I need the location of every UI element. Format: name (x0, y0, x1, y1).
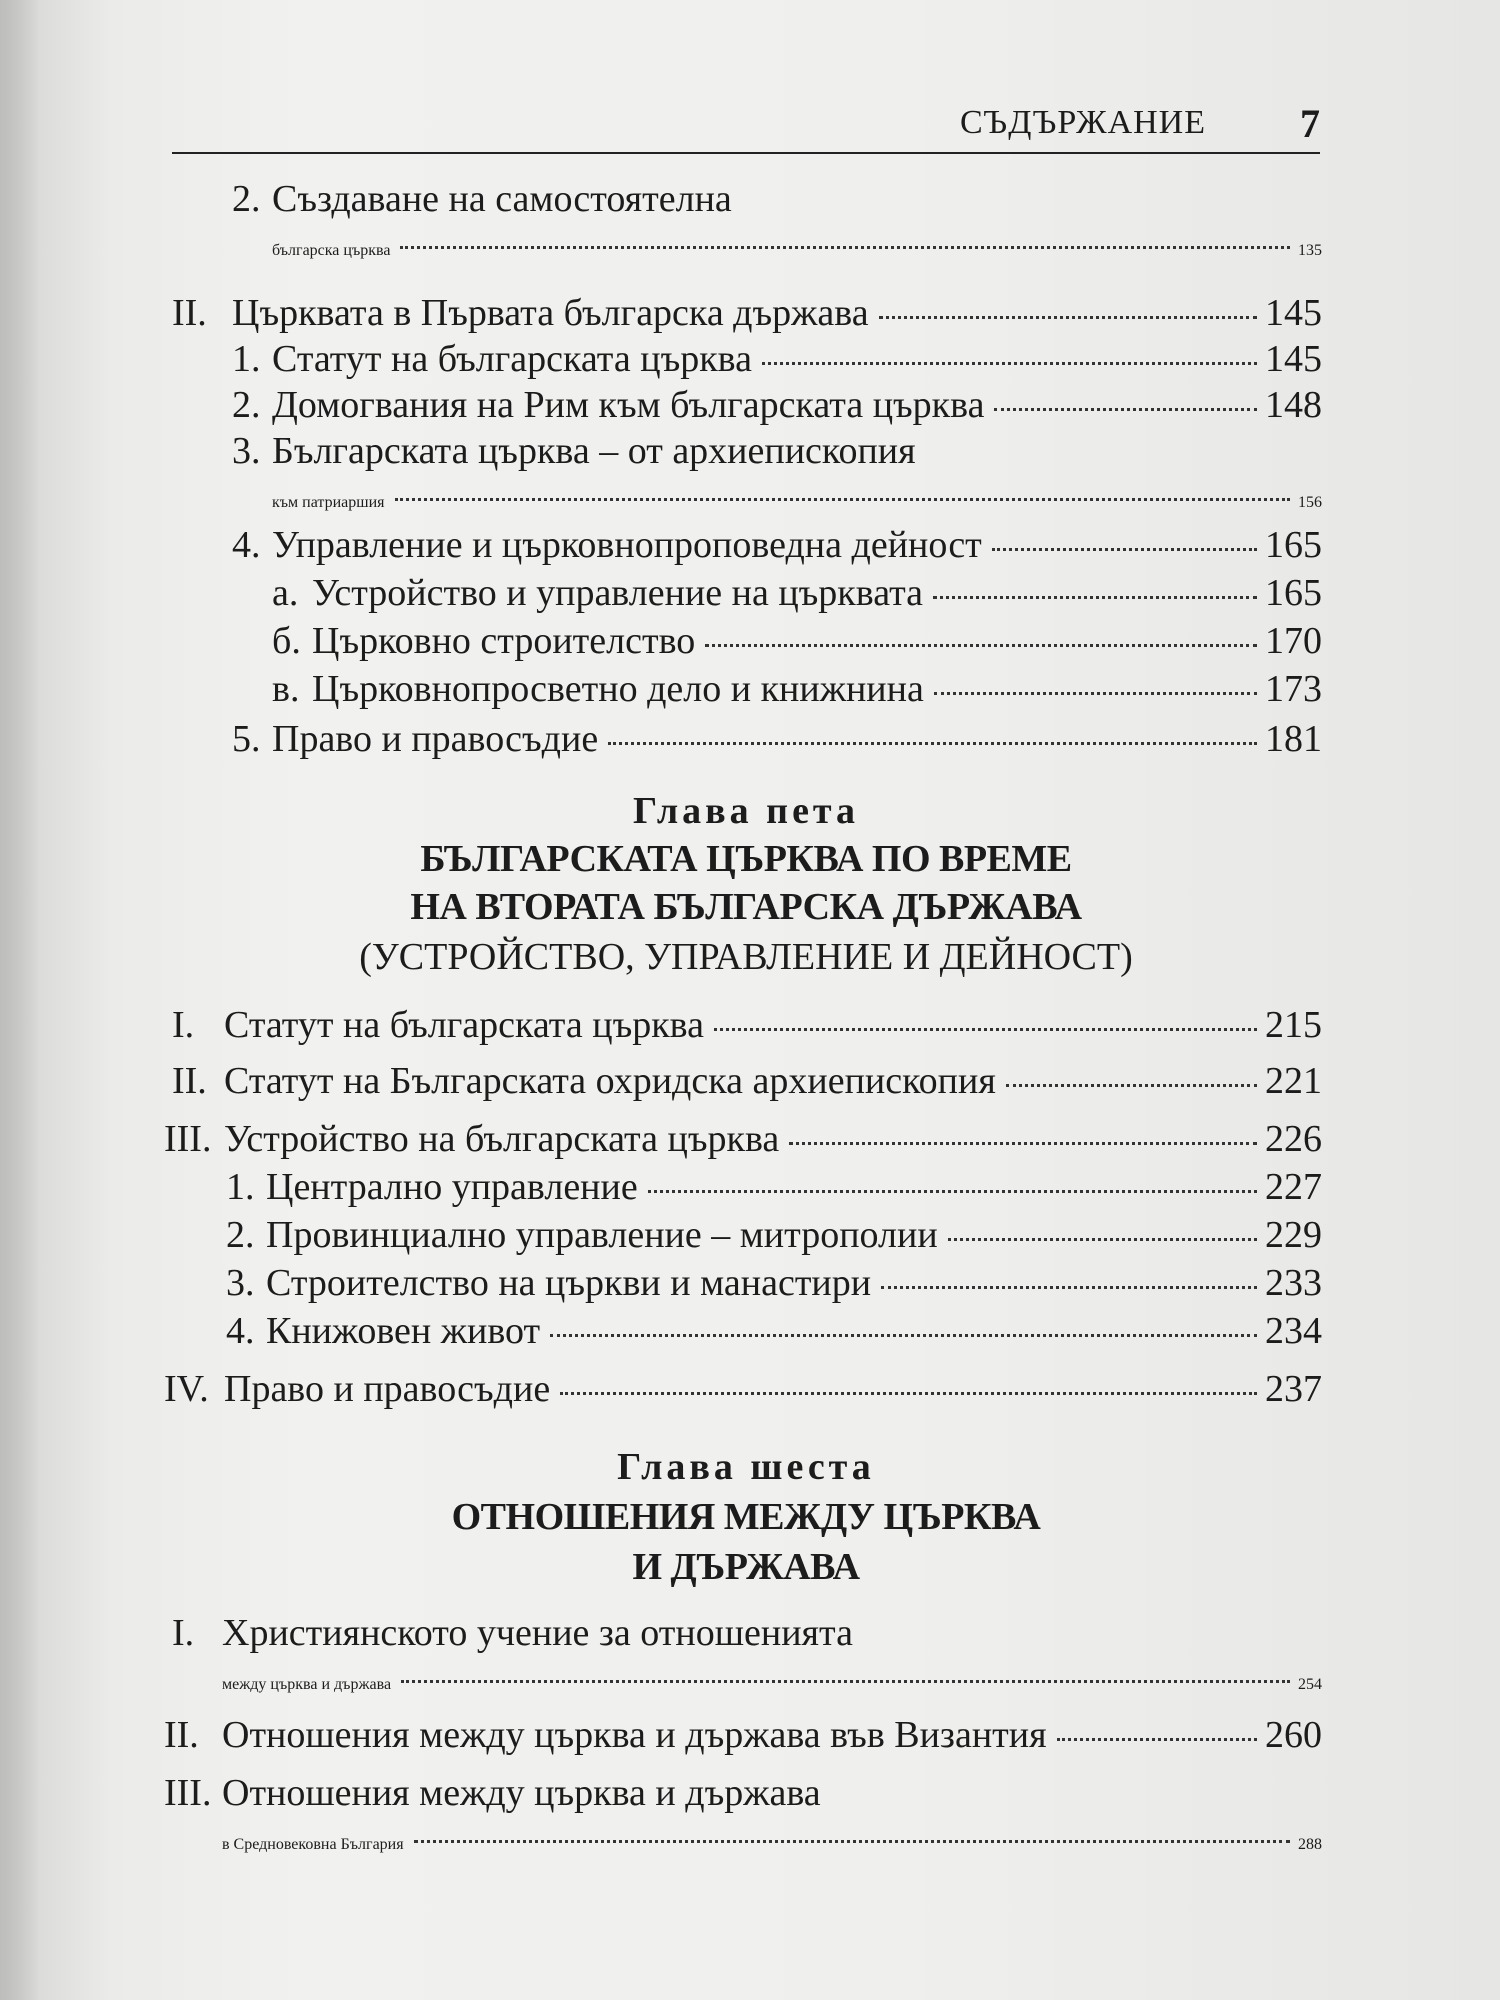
toc-entry (0, 1116, 1500, 1162)
entry-title: Църковно строителство (312, 620, 696, 662)
entry-title: Управление и църковнопроповедна дейност (272, 524, 982, 566)
toc-entry (0, 716, 1500, 762)
page-number: 7 (1300, 101, 1320, 146)
entry-number: II. (172, 292, 207, 334)
leader-dots (400, 216, 1290, 249)
toc-entry-continuation (272, 474, 1322, 520)
leader-dots (1057, 1708, 1257, 1741)
entry-number: 3. (226, 1262, 255, 1304)
entry-number: 3. (232, 430, 261, 472)
running-header (172, 100, 1320, 154)
toc-entry (0, 1058, 1500, 1104)
entry-title: българска църква (272, 242, 391, 259)
leader-dots (414, 1810, 1290, 1843)
header-title: СЪДЪРЖАНИЕ (959, 104, 1206, 141)
entry-title: Църквата в Първата българска държава (232, 292, 869, 334)
entry-number: 2. (226, 1214, 255, 1256)
entry-title: Провинциално управление – митрополии (266, 1214, 938, 1256)
leader-dots (401, 1650, 1290, 1683)
toc-entry (0, 1002, 1500, 1048)
toc-entry (0, 382, 1500, 428)
leader-dots (879, 286, 1257, 319)
entry-page: 170 (1265, 620, 1322, 662)
entry-title: Право и правосъдие (272, 718, 599, 760)
entry-page: 156 (1298, 494, 1322, 511)
entry-number: 4. (232, 524, 261, 566)
leader-dots (789, 1112, 1257, 1145)
chapter-6-title-line2: И ДЪРЖАВА (632, 1546, 860, 1588)
entry-number: 2. (232, 178, 261, 220)
leader-dots (560, 1362, 1257, 1395)
entry-page: 173 (1265, 668, 1322, 710)
leader-dots (648, 1160, 1257, 1193)
entry-number: а. (272, 572, 299, 614)
toc-entry (0, 1164, 1500, 1210)
entry-page: 181 (1265, 718, 1322, 760)
leader-dots (948, 1208, 1257, 1241)
entry-page: 288 (1298, 1836, 1322, 1853)
entry-page: 135 (1298, 242, 1322, 259)
entry-title: Създаване на самостоятелна (272, 178, 732, 220)
entry-title: Статут на българската църква (272, 338, 752, 380)
entry-title: Българската църква – от архиепископия (272, 430, 916, 472)
entry-number: IV. (164, 1368, 209, 1410)
leader-dots (705, 614, 1257, 647)
entry-number: II. (164, 1714, 199, 1756)
entry-title: Статут на българската църква (224, 1004, 704, 1046)
entry-page: 229 (1265, 1214, 1322, 1256)
toc-entry (0, 1366, 1500, 1412)
toc-entry (0, 666, 1500, 712)
entry-title: Отношения между църква и държава във Византия (222, 1714, 1047, 1756)
chapter-6-title-line1: ОТНОШЕНИЯ МЕЖДУ ЦЪРКВА (451, 1496, 1041, 1538)
entry-page: 165 (1265, 572, 1322, 614)
entry-page: 254 (1298, 1676, 1322, 1693)
entry-title: към патриаршия (272, 494, 385, 511)
entry-page: 148 (1265, 384, 1322, 426)
entry-page: 145 (1265, 338, 1322, 380)
entry-page: 233 (1265, 1262, 1322, 1304)
entry-number: б. (272, 620, 301, 662)
leader-dots (395, 468, 1290, 501)
toc-entry-continuation (272, 222, 1322, 268)
entry-number: I. (172, 1612, 195, 1654)
entry-number: III. (164, 1118, 212, 1160)
toc-entry (0, 336, 1500, 382)
toc-entry (0, 522, 1500, 568)
entry-number: 5. (232, 718, 261, 760)
entry-title: Църковнопросветно дело и книжнина (312, 668, 924, 710)
entry-page: 215 (1265, 1004, 1322, 1046)
entry-title: Строителство на църкви и манастири (266, 1262, 872, 1304)
entry-page: 260 (1265, 1714, 1322, 1756)
entry-number: 1. (232, 338, 261, 380)
entry-title: в Средновековна България (222, 1836, 404, 1853)
leader-dots (994, 378, 1257, 411)
leader-dots (933, 566, 1257, 599)
entry-number: 4. (226, 1310, 255, 1352)
entry-title: Централно управление (266, 1166, 638, 1208)
leader-dots (1006, 1054, 1257, 1087)
leader-dots (881, 1256, 1257, 1289)
leader-dots (992, 518, 1257, 551)
entry-number: II. (172, 1060, 207, 1102)
entry-number: в. (272, 668, 300, 710)
entry-title: между църква и държава (222, 1676, 392, 1693)
toc-entry-continuation (222, 1656, 1322, 1702)
entry-page: 226 (1265, 1118, 1322, 1160)
leader-dots (762, 332, 1257, 365)
entry-number: I. (172, 1004, 195, 1046)
toc-entry (0, 570, 1500, 616)
toc-entry (0, 1712, 1500, 1758)
chapter-5-title-line2: НА ВТОРАТА БЪЛГАРСКА ДЪРЖАВА (410, 886, 1082, 928)
leader-dots (550, 1304, 1257, 1337)
leader-dots (608, 712, 1257, 745)
entry-page: 165 (1265, 524, 1322, 566)
toc-entry-continuation (222, 1816, 1322, 1862)
entry-title: Право и правосъдие (224, 1368, 551, 1410)
entry-page: 234 (1265, 1310, 1322, 1352)
leader-dots (934, 662, 1257, 695)
entry-title: Статут на Българската охридска архиепископия (224, 1060, 996, 1102)
entry-page: 221 (1265, 1060, 1322, 1102)
entry-title: Устройство и управление на църквата (312, 572, 924, 614)
leader-dots (714, 998, 1257, 1031)
toc-entry (0, 1212, 1500, 1258)
entry-page: 227 (1265, 1166, 1322, 1208)
toc-entry (0, 1308, 1500, 1354)
entry-title: Отношения между църква и държава (222, 1772, 821, 1814)
entry-title: Домогвания на Рим към българската църква (272, 384, 985, 426)
entry-title: Устройство на българската църква (224, 1118, 780, 1160)
chapter-5-title-line1: БЪЛГАРСКАТА ЦЪРКВА ПО ВРЕМЕ (420, 838, 1072, 880)
entry-title: Християнското учение за отношенията (222, 1612, 853, 1654)
chapter-6-label: Глава шеста (617, 1446, 875, 1488)
entry-number: 1. (226, 1166, 255, 1208)
entry-title: Книжовен живот (266, 1310, 541, 1352)
entry-number: 2. (232, 384, 261, 426)
chapter-5-label: Глава пета (632, 790, 860, 832)
toc-entry (0, 290, 1500, 336)
entry-page: 237 (1265, 1368, 1322, 1410)
chapter-5-subtitle: (УСТРОЙСТВО, УПРАВЛЕНИЕ И ДЕЙНОСТ) (359, 936, 1133, 978)
entry-page: 145 (1265, 292, 1322, 334)
toc-entry (0, 1260, 1500, 1306)
entry-number: III. (164, 1772, 212, 1814)
toc-entry (0, 618, 1500, 664)
